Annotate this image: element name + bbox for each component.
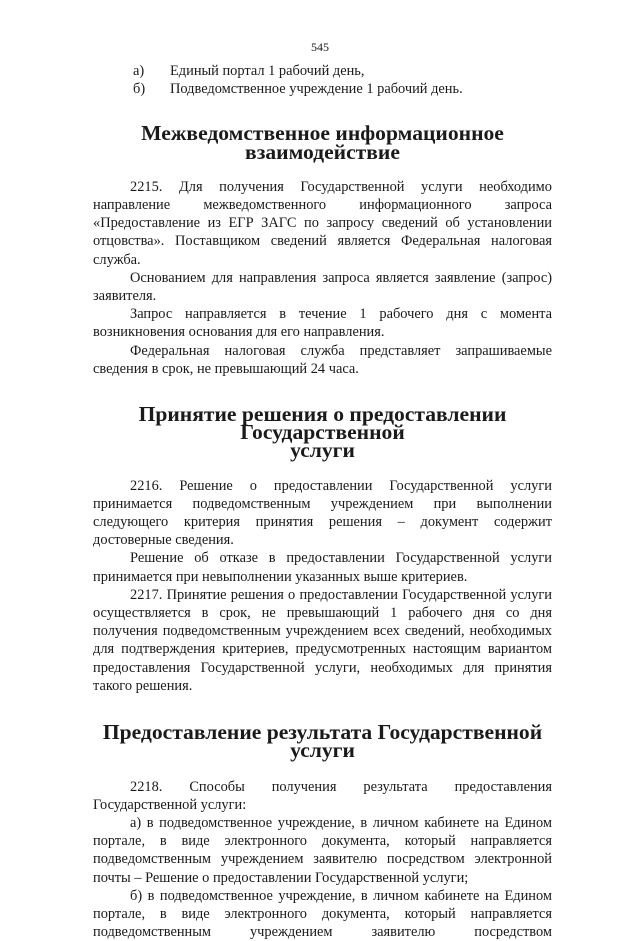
- section-heading-result: Предоставление результата Государственной услуги: [102, 720, 543, 763]
- paragraph-refusal: Решение об отказе в предоставлении Государственной услуги принимается при невыполнении указанных выше критериев.: [93, 550, 552, 585]
- paragraph-2215: 2215. Для получения Государственной услуги необходимо направление межведомственного информационного запроса «Предоставление из ЕГР ЗАГС по запросу сведений об установлении отцовства». Поставщиком сведений является Федеральная налоговая служба.: [93, 178, 552, 268]
- paragraph-basis: Основанием для направления запроса является заявление (запрос) заявителя.: [93, 269, 552, 305]
- page-number: 545: [311, 40, 329, 54]
- section-heading-decision: [93, 402, 552, 463]
- list-item: [93, 62, 552, 80]
- section-heading-interagency: Межведомственное информационное взаимодействие: [141, 121, 504, 164]
- paragraph-method-b: б) в подведомственное учреждение, в личном кабинете на Едином портале, в виде электронного документа, который направляется подведомственным учреждением заявителю посредством: [93, 887, 552, 941]
- list-text: Подведомственное учреждение 1 рабочий день.: [170, 81, 463, 98]
- paragraph-2216: 2216. Решение о предоставлении Государственной услуги принимается подведомственным учреждением при выполнении следующего критерия принятия решения – документ содержит достоверные сведения.: [93, 477, 552, 549]
- heading-line: услуги: [290, 438, 355, 463]
- paragraph-2218: 2218. Способы получения результата предоставления Государственной услуги:: [93, 778, 552, 813]
- heading-line: Принятие решения о предоставлении Государственной: [138, 402, 507, 445]
- page-content: [93, 62, 552, 941]
- paragraph-request-timing: Запрос направляется в течение 1 рабочего дня с момента возникновения основания для его направления.: [93, 306, 552, 341]
- list-marker: а): [133, 63, 145, 79]
- paragraph-tax-service: Федеральная налоговая служба представляет запрашиваемые сведения в срок, не превышающий 24 часа.: [93, 342, 552, 377]
- paragraph-2217: 2217. Принятие решения о предоставлении Государственной услуги осуществляется в срок, не превышающий 1 рабочего дня со дня получения подведомственным учреждением всех сведений, необходимых для подтверждения критериев, предусмотренных настоящим вариантом предоставления Государственной услуги, необходимых для принятия такого решения.: [93, 586, 552, 694]
- list-item: [93, 80, 552, 98]
- paragraph-method-a: а) в подведомственное учреждение, в личном кабинете на Едином портале, в виде электронного документа, который направляется подведомственным учреждением заявителю посредством электронной почты – Решение о предоставлении Государственной услуги;: [93, 814, 552, 886]
- list-text: Единый портал 1 рабочий день,: [170, 63, 365, 79]
- list-marker: б): [133, 81, 146, 98]
